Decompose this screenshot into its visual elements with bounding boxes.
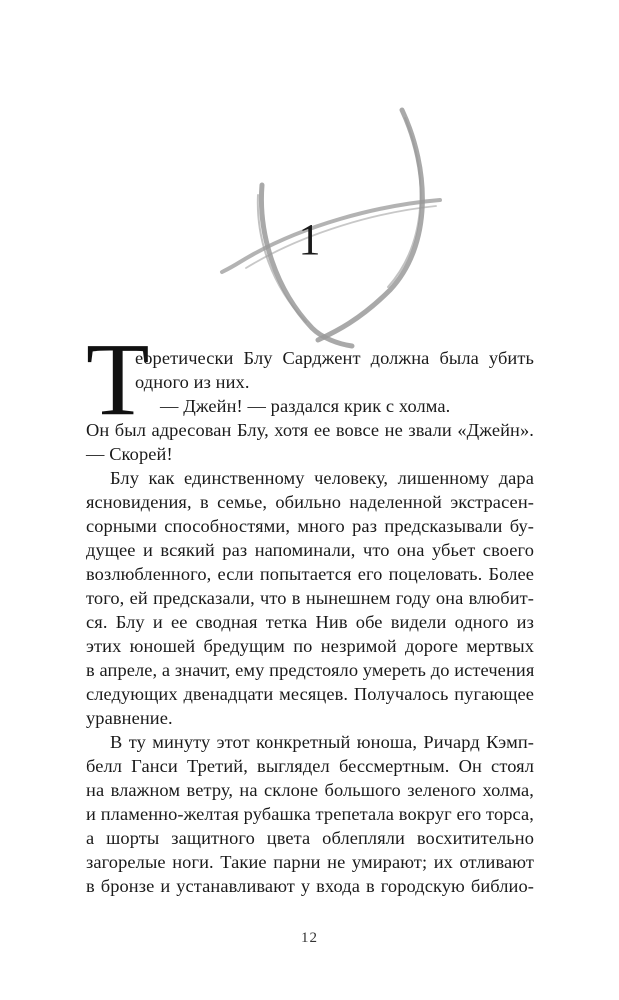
text-line: этих юношей бредущим по незримой дороге мертвых (86, 636, 534, 656)
text-line: белл Ганси Третий, выглядел бессмертным. Он стоял (86, 756, 534, 776)
text-line: в бронзе и устанавливают у входа в городскую библио- (86, 876, 534, 896)
chapter-number: 1 (298, 215, 321, 264)
text-line: В ту минуту этот конкретный юноша, Ричард Кэмп- (110, 732, 534, 752)
text-line: сорными способностями, много раз предсказывали бу- (86, 516, 534, 536)
text-line: — Скорей! (86, 444, 173, 464)
text-line: следующих двенадцати месяцев. Получалось пугающее (86, 684, 534, 704)
chapter-ornament (0, 0, 619, 360)
text-line: Блу как единственному человеку, лишенному дара (110, 468, 534, 488)
text-line: уравнение. (86, 708, 173, 728)
text-line: в апреле, а значит, ему предстояло умереть до истечения (86, 660, 535, 680)
text-line: одного из них. (135, 372, 250, 392)
page-number: 12 (301, 930, 318, 946)
text-line: Он был адресован Блу, хотя ее вовсе не звали «Джейн». (86, 420, 534, 440)
text-line: и пламенно-желтая рубашка трепетала вокруг его торса, (86, 804, 534, 824)
text-line: дущее и всякий раз напоминали, что она убьет своего (86, 540, 534, 560)
text-line: на влажном ветру, на склоне большого зеленого холма, (86, 780, 534, 800)
text-line: ся. Блу и ее сводная тетка Нив обе видели одного из (86, 612, 534, 632)
text-line: загорелые ноги. Такие парни не умирают; их отливают (86, 852, 534, 872)
text-line: возлюбленного, если попытается его поцеловать. Более (86, 564, 534, 584)
text-line: того, ей предсказали, что в нынешнем году она влюбит- (86, 588, 534, 608)
drop-cap: Т (86, 322, 150, 437)
text-line: еоретически Блу Сарджент должна была убить (135, 348, 534, 368)
text-line: а шорты защитного цвета облепляли восхитительно (86, 828, 534, 848)
text-line: ясновидения, в семье, обильно наделенной экстрасен- (86, 492, 534, 512)
text-line: — Джейн! — раздался крик с холма. (160, 396, 451, 416)
